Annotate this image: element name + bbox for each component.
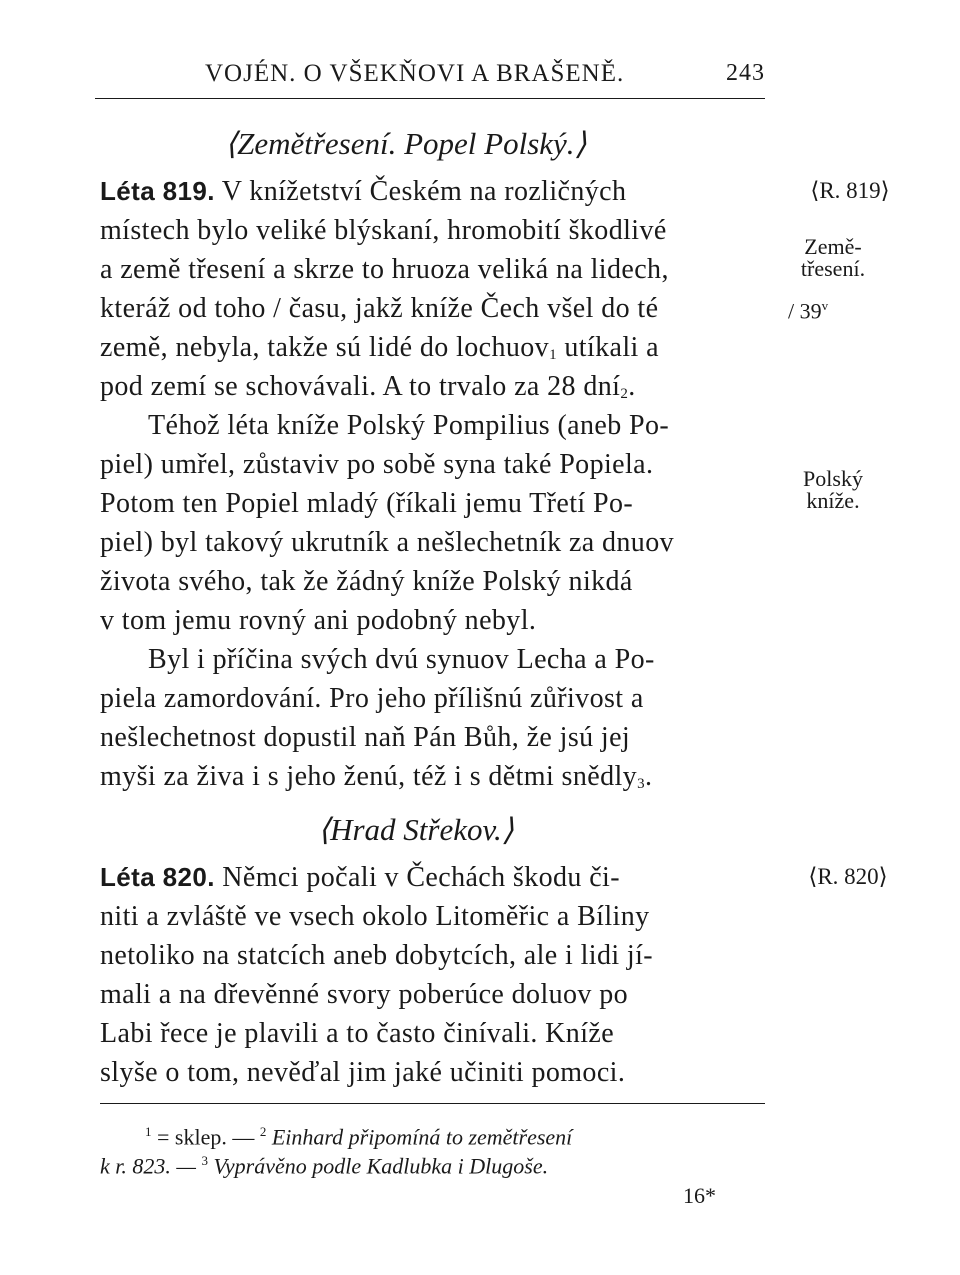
text-line: Léta 819. V knížetství Českém na rozličných — [100, 176, 627, 207]
margin-note-earthquake: Země- třesení. — [800, 234, 866, 281]
margin-note-folio: / 39$^v$ — [788, 298, 829, 324]
text-line: Potom ten Popiel mladý (říkali jemu Třetí Po- — [100, 488, 634, 519]
note-marker: 3 — [637, 776, 645, 792]
footnote-number: 3 — [201, 1153, 208, 1168]
margin-note-year-819: ⟨R. 819⟩ — [810, 178, 890, 203]
text-line: Léta 820. Němci počali v Čechách škodu či- — [100, 862, 620, 893]
text-line: myši za živa i s jeho ženú, též i s dětmi snědly$_3$. — [100, 761, 653, 792]
text-line: netoliko na statcích aneb dobytcích, ale i lidi jí- — [100, 940, 654, 971]
text-line: niti a zvláště ve vsech okolo Litoměřic a Bíliny — [100, 901, 650, 932]
note-marker: 1 — [549, 347, 557, 363]
margin-note-polish-prince: Polský kníže. — [803, 466, 863, 513]
note-marker: 2 — [620, 386, 629, 402]
year-label: Léta 819. — [100, 176, 215, 206]
footnote-rule — [100, 1103, 765, 1104]
text-line: místech bylo veliké blýskaní, hromobití škodlivé — [100, 215, 667, 246]
footnote-number: 2 — [259, 1124, 267, 1139]
text-line: kteráž od toho / času, jakž kníže Čech všel do té — [100, 293, 659, 324]
text-line: piel) umřel, zůstaviv po sobě syna také Popiela. — [100, 449, 654, 480]
text-line: Labi řece je plavili a to často činívali. Kníže — [100, 1018, 615, 1049]
year-label: Léta 820. — [100, 862, 215, 892]
text-line: piela zamordování. Pro jeho přílišnú zůřivost a — [100, 683, 644, 714]
text-line: Téhož léta kníže Polský Pompilius (aneb Po- — [148, 410, 670, 441]
text-line: Byl i příčina svých dvú synuov Lecha a Po- — [148, 644, 655, 675]
text-line: nešlechetnost dopustil naň Pán Bůh, že jsú jej — [100, 722, 631, 753]
text-line: a země třesení a skrze to hruoza veliká na lidech, — [100, 254, 669, 285]
text-line: pod zemí se schovávali. A to trvalo za 28 dní$_2$. — [100, 371, 636, 402]
page-number: 243 — [726, 60, 765, 86]
running-head — [205, 60, 765, 94]
footnote-line: $^1$ = sklep. — $^2$ Einhard připomíná to zemětřesení — [145, 1124, 573, 1150]
margin-note-year-820: ⟨R. 820⟩ — [808, 864, 888, 889]
header-rule — [95, 98, 765, 99]
footnote-number: 1 — [145, 1124, 152, 1139]
signature-mark: 16* — [683, 1183, 716, 1208]
text-line: života svého, tak že žádný kníže Polský nikdá — [100, 566, 633, 597]
text-line: slyše o tom, nevěďal jim jaké učiniti pomoci. — [100, 1057, 626, 1088]
running-title: VOJÉN. O VŠEKŇOVI A BRAŠENĚ. — [205, 60, 625, 87]
text-line: mali a na dřevěnné svory poberúce doluov po — [100, 979, 629, 1010]
text-line: v tom jemu rovný ani podobný nebyl. — [100, 605, 537, 636]
section-heading-strekov: ⟨Hrad Střekov.⟩ — [318, 812, 514, 847]
section-heading-earthquake: ⟨Zemětřesení. Popel Polský.⟩ — [225, 126, 587, 161]
text-line: piel) byl takový ukrutník a nešlechetník za dnuov — [100, 527, 675, 558]
footnote-line: k r. 823. — $^3$ Vyprávěno podle Kadlubka i Dlugoše. — [100, 1153, 549, 1179]
text-line: země, nebyla, takže sú lidé do lochuov$_1$ utíkali a — [100, 332, 659, 363]
